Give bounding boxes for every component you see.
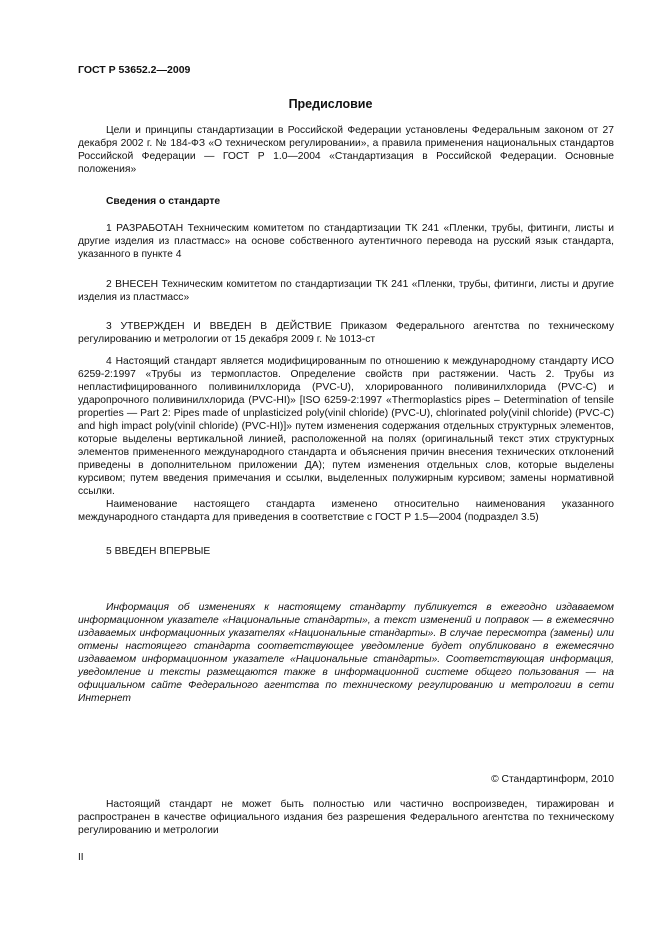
- intro-paragraph-block: [78, 124, 614, 176]
- section-heading: Сведения о стандарте: [106, 196, 221, 207]
- page-number: II: [78, 852, 84, 863]
- item-1-block: [78, 222, 614, 261]
- copyright-notice: © Стандартинформ, 2010: [491, 774, 614, 785]
- reproduction-notice-paragraph: Настоящий стандарт не может быть полностью или частично воспроизведен, тиражирован и распространен в качестве официального издания без разрешения Федерального агентства по техническому регулированию и метрологии: [78, 799, 614, 836]
- info-notice-block: [78, 601, 614, 705]
- item-3-paragraph: 3 УТВЕРЖДЕН И ВВЕДЕН В ДЕЙСТВИЕ Приказом Федерального агентства по техническому регулированию и метрологии от 15 декабря 2009 г. № 1013-ст: [78, 321, 614, 345]
- item-3-block: [78, 320, 614, 346]
- document-code-header: ГОСТ Р 53652.2—2009: [78, 64, 191, 76]
- page-title: Предисловие: [288, 97, 373, 111]
- item-4-paragraph: 4 Настоящий стандарт является модифицированным по отношению к международному стандарту ИСО 6259-2:1997 «Трубы из термопластов. Определение свойств при растяжении. Часть 2. Трубы из непластифицированного поливинилхлорида (PVC-U), хлорированного поливинилхлорида (PVC-C) и ударопрочного поливинилхлорида (PVC-HI)» [ISO 6259-2:1997 «Thermoplastics pipes – Determination of tensile properties — Part 2: Pipes made of unplasticized poly(vinil chloride) (PVC-U), chlorinated poly(vinil chloride) (PVC-C) and high impact poly(vinil chloride) (PVC-HI)]» путем изменения содержания отдельных структурных элементов, которые выделены вертикальной линией, расположенной на полях (оригинальный текст этих структурных элементов примененного международного стандарта и объяснения причин внесения технических отклонений приведены в дополнительном приложении ДА); путем изменения отдельных слов, которые выделены курсивом; путем введения примечания и ссылки, выделенных полужирным курсивом; замены нормативной ссылки.: [78, 356, 614, 497]
- item-4-note-paragraph: Наименование настоящего стандарта изменено относительно наименования указанного международного стандарта для приведения в соответствие с ГОСТ Р 1.5—2004 (подраздел 3.5): [78, 499, 614, 523]
- item-5-paragraph: 5 ВВЕДЕН ВПЕРВЫЕ: [106, 546, 211, 557]
- intro-paragraph: Цели и принципы стандартизации в Российской Федерации установлены Федеральным законом от 27 декабря 2002 г. № 184-ФЗ «О техническом регулировании», а правила применения национальных стандартов Российской Федерации — ГОСТ Р 1.0—2004 «Стандартизация в Российской Федерации. Основные положения»: [78, 125, 614, 175]
- item-4-block: [78, 355, 614, 524]
- info-notice-paragraph: Информация об изменениях к настоящему стандарту публикуется в ежегодно издаваемом информационном указателе «Национальные стандарты», а текст изменений и поправок — в ежемесячно издаваемых информационных указателях «Национальные стандарты». В случае пересмотра (замены) или отмены настоящего стандарта соответствующее уведомление будет опубликовано в ежемесячно издаваемом информационном указателе «Национальные стандарты». Соответствующая информация, уведомление и тексты размещаются также в информационной системе общего пользования — на официальном сайте Федерального агентства по техническому регулированию и метрологии в сети Интернет: [78, 602, 614, 704]
- reproduction-notice-block: [78, 798, 614, 837]
- item-5-block: [78, 545, 614, 558]
- item-2-block: [78, 278, 614, 304]
- item-2-paragraph: 2 ВНЕСЕН Техническим комитетом по стандартизации ТК 241 «Пленки, трубы, фитинги, листы и другие изделия из пластмасс»: [78, 279, 614, 303]
- item-1-paragraph: 1 РАЗРАБОТАН Техническим комитетом по стандартизации ТК 241 «Пленки, трубы, фитинги, листы и другие изделия из пластмасс» на основе собственного аутентичного перевода на русский язык стандарта, указанного в пункте 4: [78, 223, 614, 260]
